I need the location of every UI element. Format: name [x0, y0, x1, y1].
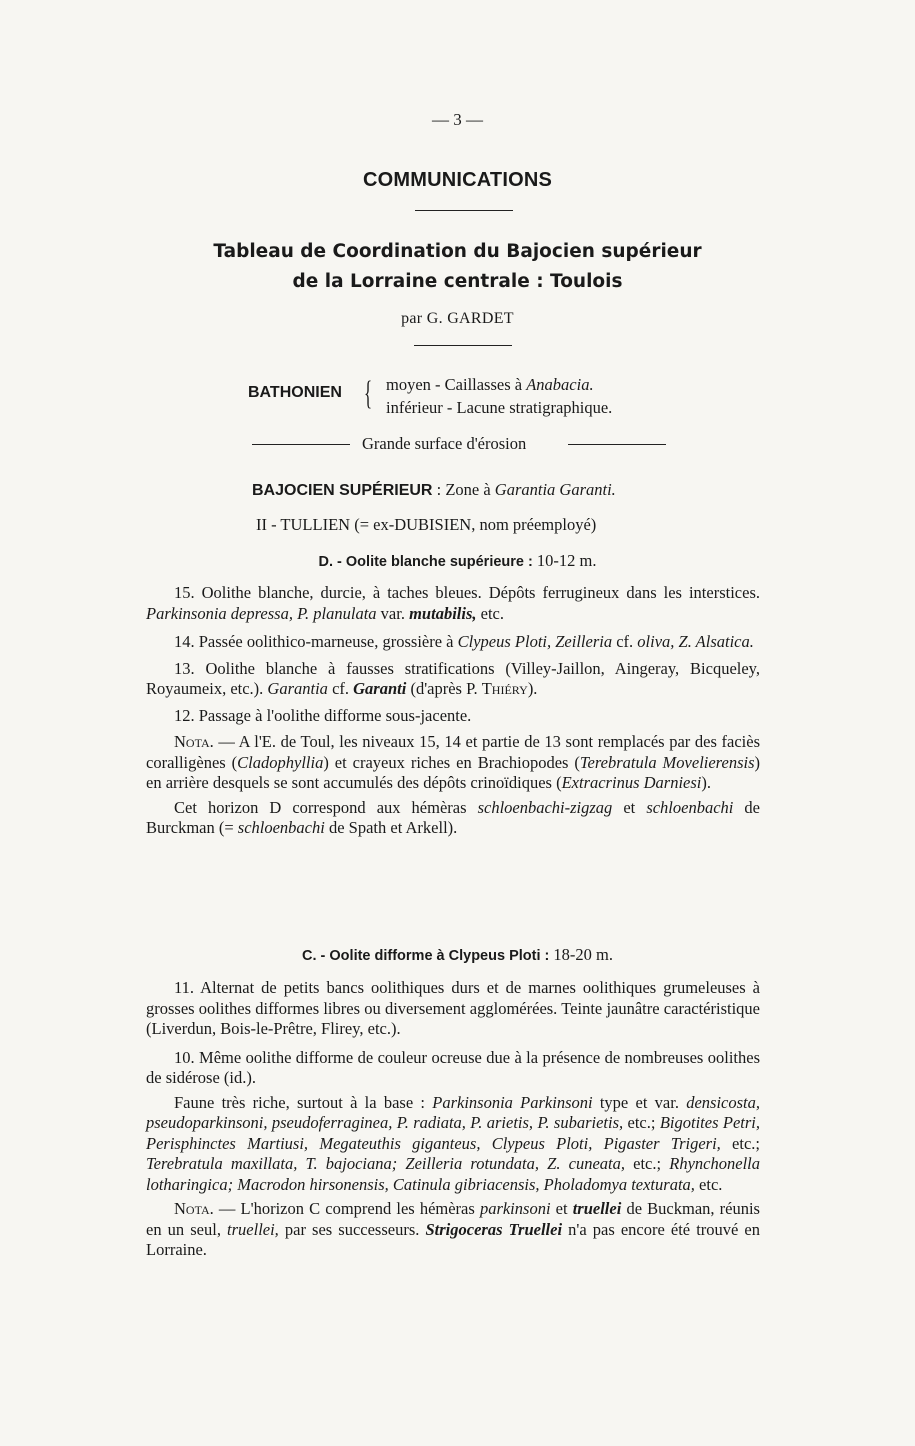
article-title-line2: de la Lorraine centrale : Toulois: [292, 271, 623, 292]
erosion-label: Grande surface d'érosion: [362, 434, 527, 453]
tullien-heading: II - TULLIEN (= ex-DUBISIEN, nom préemployé): [256, 515, 597, 534]
divider-rule: [415, 210, 513, 211]
section-d-paragraphs: 15. Oolithe blanche, durcie, à taches bleues. Dépôts ferrugineux dans les interstices. Parkinsonia depressa, P. planulata var. mutabilis, etc. 14. Passée oolithico-marneuse, grossière à Clypeus Ploti, Zeilleria cf. oliva, Z. Alsatica. 13. Oolithe blanche à fausses stratifications (Villey-Jaillon, Aingeray, Bicqueley, Royaumeix, etc.). Garantia cf. Garanti (d'après P. Thiéry). 12. Passage à l'oolithe difforme sous-jacente. Nota. — A l'E. de Toul, les niveaux 15, 14 et partie de 13 sont remplacés par des faciès coralligènes (Cladophyllia) et crayeux riches en Brachiopodes (Terebratula Movelierensis) en arrière desquels se sont accumulés des dépôts crinoïdiques (Extracrinus Darniesi). Cet horizon D correspond aux hémèras schloenbachi-zigzag et schloenbachi de Burckman (= schloenbachi de Spath et Arkell).: [146, 583, 760, 837]
bajocien-line: BAJOCIEN SUPÉRIEUR : Zone à Garantia Garanti.: [252, 480, 616, 499]
bathonien-label: BATHONIEN: [248, 384, 342, 401]
section-heading: COMMUNICATIONS: [362, 169, 553, 191]
bathonien-line1: moyen - Caillasses à Anabacia.: [386, 375, 594, 394]
erosion-rule-right: [568, 444, 666, 445]
erosion-rule-left: [252, 444, 350, 445]
bathonien-line2: inférieur - Lacune stratigraphique.: [386, 398, 613, 417]
page-number: — 3 —: [432, 110, 483, 129]
bajocien-label: BAJOCIEN SUPÉRIEUR: [252, 482, 433, 499]
section-c-heading: C. - Oolite difforme à Clypeus Ploti : 18-20 m.: [302, 945, 613, 964]
article-author: par G. GARDET: [401, 310, 514, 327]
divider-rule-2: [414, 345, 512, 346]
section-c-paragraphs: 11. Alternat de petits bancs oolithiques durs et de marnes oolithiques grumeleuses à grosses oolithes difformes libres ou diversement agglomérées. Teinte jaunâtre caractéristique (Liverdun, Bois-le-Prêtre, Flirey, etc.). 10. Même oolithe difforme de couleur ocreuse due à la présence de nombreuses oolithes de sidérose (id.). Faune très riche, surtout à la base : Parkinsonia Parkinsoni type et var. densicosta, pseudoparkinsoni, pseudoferraginea, P. radiata, P. arietis, P. subarietis, etc.; Bigotites Petri, Perisphinctes Martiusi, Megateuthis giganteus, Clypeus Ploti, Pigaster Trigeri, etc.; Terebratula maxillata, T. bajociana; Zeilleria rotundata, Z. cuneata, etc.; Rhynchonella lotharingica; Macrodon hirsonensis, Catinula gibriacensis, Pholadomya texturata, etc. Nota. — L'horizon C comprend les hémèras parkinsoni et truellei de Buckman, réunis en un seul, truellei, par ses successeurs. Strigoceras Truellei n'a pas encore été trouvé en Lorraine.: [146, 978, 761, 1259]
article-title-line1: Tableau de Coordination du Bajocien supérieur: [213, 241, 702, 262]
section-d-heading: D. - Oolite blanche supérieure : 10-12 m.: [318, 551, 597, 570]
brace-glyph: {: [364, 375, 373, 412]
